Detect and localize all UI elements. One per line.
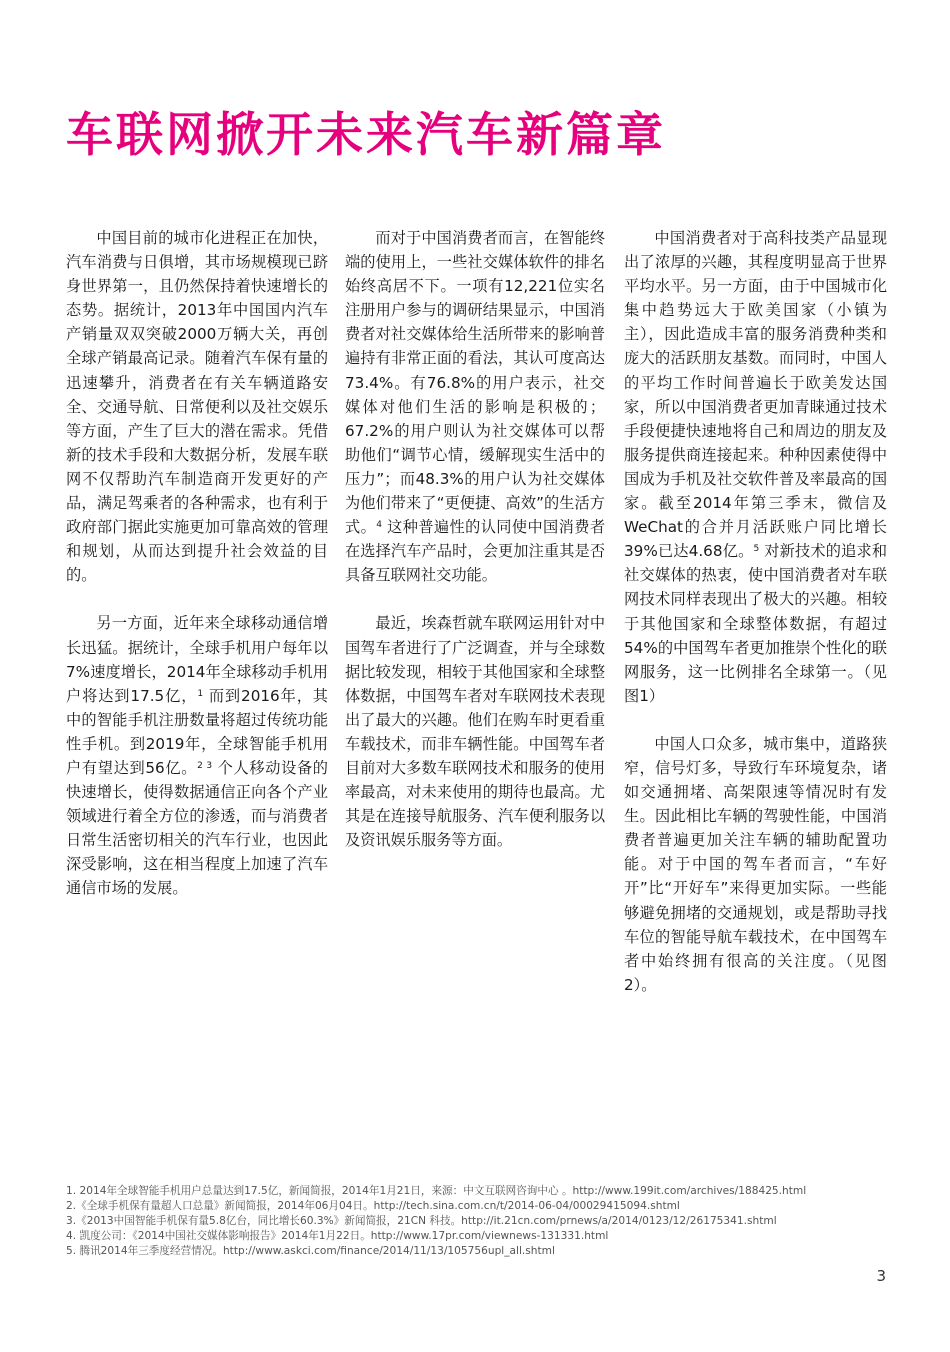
footnote-item: 1. 2014年全球智能手机用户总量达到17.5亿，新闻简报，2014年1月21日，来源：中文互联网咨询中心 。http://www.199it.com/archives/188425.html xyxy=(66,1185,807,1197)
paragraph: 而对于中国消费者而言，在智能终端的使用上，一些社交媒体软件的排名始终高居不下。一项有12,221位实名注册用户参与的调研结果显示，中国消费者对社交媒体给生活所带来的影响普遍持有非常正面的看法，其认可度高达73.4%。有76.8%的用户表示，社交媒体对他们生活的影响是积极的；67.2%的用户则认为社交媒体可以帮助他们“调节心情，缓解现实生活中的压力”；而48.3%的用户认为社交媒体为他们带来了“更便捷、高效”的生活方式。$^4$ 这种普遍性的认同使中国消费者在选择汽车产品时，会更加注重其是否具备互联网社交功能。 xyxy=(345,229,606,585)
footnote-item: 4. 凯度公司：《2014中国社交媒体影响报告》2014年1月22日。http://www.17pr.com/viewnews-131331.html xyxy=(66,1230,609,1243)
paragraph: 中国目前的城市化进程正在加快，汽车消费与日俱增，其市场规模现已跻身世界第一，且仍然保持着快速增长的态势。据统计，2013年中国国内汽车产销量双双突破2000万辆大关，再创全球产销最高记录。随着汽车保有量的迅速攀升，消费者在有关车辆道路安全、交通导航、日常便利以及社交娱乐等方面，产生了巨大的潜在需求。凭借新的技术手段和大数据分析，发展车联网不仅帮助汽车制造商开发更好的产品，满足驾乘者的各种需求，也有利于政府部门据此实施更加可靠高效的管理和规划，从而达到提升社会效益的目的。 xyxy=(66,229,328,585)
paragraph: 中国消费者对于高科技类产品显现出了浓厚的兴趣，其程度明显高于世界平均水平。另一方面，由于中国城市化集中趋势远大于欧美国家（小镇为主），因此造成丰富的服务消费种类和庞大的活跃朋友基数。而同时，中国人的平均工作时间普遍长于欧美发达国家，所以中国消费者更加青睐通过技术手段便捷快速地将自己和周边的朋友及服务提供商连接起来。种种因素使得中国成为手机及社交软件普及率最高的国家。截至2014年第三季末，微信及WeChat的合并月活跃账户同比增长39%已达4.68亿。$^5$ 对新技术的追求和社交媒体的热衷，使中国消费者对车联网技术同样表现出了极大的兴趣。相较于其他国家和全球整体数据，有超过54%的中国驾车者更加推崇个性化的联网服务，这一比例排名全球第一。（见图1） xyxy=(624,229,888,705)
page-title: 车联网掀开未来汽车新篇章 xyxy=(66,108,666,163)
text-column-2 xyxy=(345,226,605,876)
highlight-text: 中国驾车者更加推崇个性化的联网服务 xyxy=(624,638,887,681)
paragraph: 最近，埃森哲就车联网运用针对中国驾车者进行了广泛调查，并与全球数据比较发现，相较于其他国家和全球整体数据，中国驾车者对车联网技术表现出了最大的兴趣。他们在购车时更看重车载技术，而非车辆性能。中国驾车者目前对大多数车联网技术和服务的使用率最高，对未来使用的期待也最高。尤其是在连接导航服务、汽车便利服务以及资讯娱乐服务等方面。 xyxy=(345,614,605,850)
footnote-ref[interactable]: 2 3 xyxy=(197,760,213,771)
paragraph: 另一方面，近年来全球移动通信增长迅猛。据统计，全球手机用户每年以7%速度增长，2014年全球移动手机用户将达到17.5亿，$^1$ 而到2016年，其中的智能手机注册数量将超过传统功能性手机。到2019年，全球智能手机用户有望达到56亿。$^{2 3}$ 个人移动设备的快速增长，使得数据通信正向各个产业领域进行着全方位的渗透，而与消费者日常生活密切相关的汽车行业，也因此深受影响，这在相当程度上加速了汽车通信市场的发展。 xyxy=(66,614,328,898)
footnote-ref[interactable]: 5 xyxy=(753,544,760,555)
page-number: 3 xyxy=(876,1267,886,1285)
footnote-ref[interactable]: 1 xyxy=(197,688,204,699)
text-column-3 xyxy=(624,226,887,1021)
paragraph: 中国人口众多，城市集中，道路狭窄，信号灯多，导致行车环境复杂，诸如交通拥堵、高架限速等情况时有发生。因此相比车辆的驾驶性能，中国消费者普遍更加关注车辆的辅助配置功能。对于中国的驾车者而言，“车好开”比“开好车”来得更加实际。一些能够避免拥堵的交通规划，或是帮助寻找车位的智能导航车载技术，在中国驾车者中始终拥有很高的关注度。（见图2）。 xyxy=(624,734,887,994)
footnote-ref[interactable]: 4 xyxy=(376,520,382,531)
footnote-item: 5. 腾讯2014年三季度经营情况。http://www.askci.com/finance/2014/11/13/105756upl_all.shtml xyxy=(66,1245,555,1258)
footnote-item: 2.《全球手机保有量超人口总量》新闻简报，2014年06月04日。http://tech.sina.com.cn/t/2014-06-04/00029415094.shtml xyxy=(66,1200,680,1213)
footnotes xyxy=(66,1184,896,1259)
text-column-1 xyxy=(66,226,328,925)
footnote-item: 3.《2013中国智能手机保有量5.8亿台，同比增长60.3%》新闻简报，21CN 科技。http://it.21cn.com/prnews/a/2014/0123/12/26175341.shtml xyxy=(66,1215,777,1228)
